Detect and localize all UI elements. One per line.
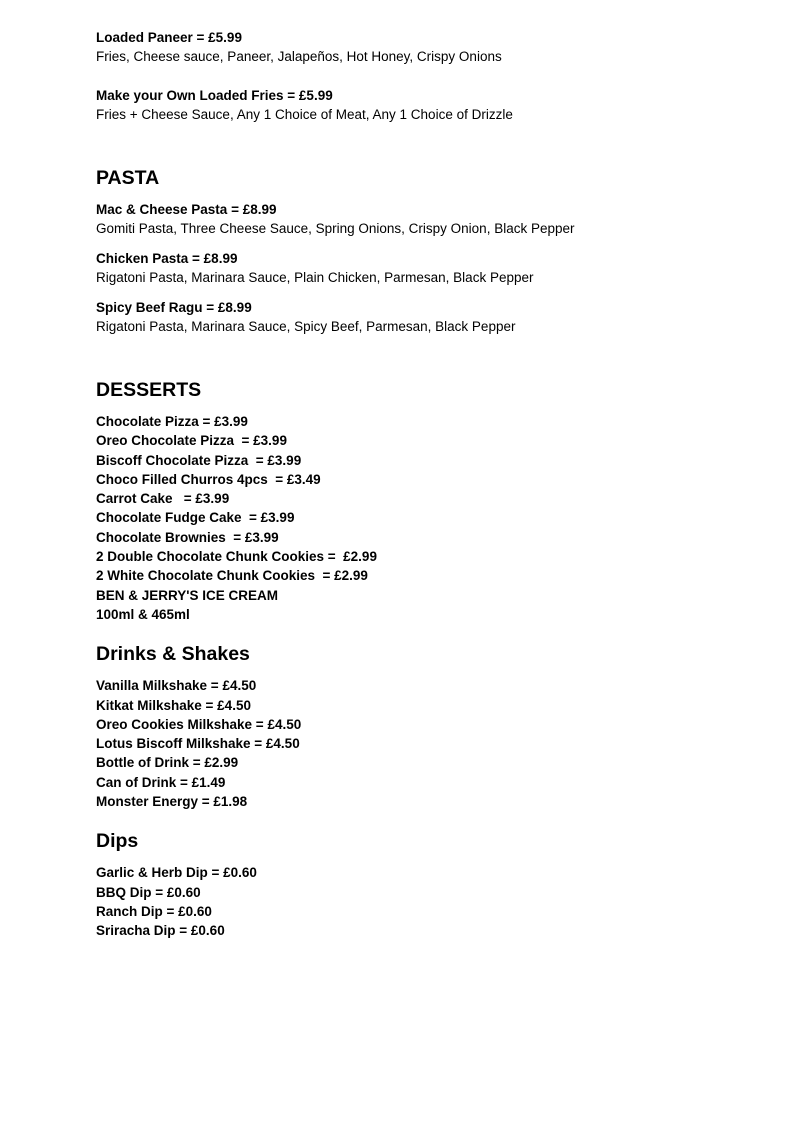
item-list bbox=[96, 412, 756, 624]
item-description: Rigatoni Pasta, Marinara Sauce, Plain Chicken, Parmesan, Black Pepper bbox=[96, 270, 534, 285]
menu-item bbox=[96, 249, 756, 287]
section-heading: DESSERTS bbox=[96, 379, 202, 401]
list-item: 2 White Chocolate Chunk Cookies = £2.99 bbox=[96, 568, 368, 584]
list-item: Chocolate Pizza = £3.99 bbox=[96, 414, 248, 429]
menu-item-make-your-own bbox=[96, 86, 756, 124]
section-heading: Dips bbox=[96, 830, 139, 853]
menu-page bbox=[96, 28, 756, 941]
list-item: Biscoff Chocolate Pizza = £3.99 bbox=[96, 452, 302, 468]
section-pasta bbox=[96, 166, 756, 336]
list-item: Vanilla Milkshake = £4.50 bbox=[96, 678, 257, 694]
item-description: Gomiti Pasta, Three Cheese Sauce, Spring Onions, Crispy Onion, Black Pepper bbox=[96, 221, 575, 236]
list-item: Bottle of Drink = £2.99 bbox=[96, 755, 239, 771]
section-dips bbox=[96, 829, 756, 940]
section-drinks-shakes bbox=[96, 642, 756, 811]
section-desserts bbox=[96, 378, 756, 624]
menu-item bbox=[96, 298, 756, 336]
item-list bbox=[96, 676, 756, 811]
list-item: Garlic & Herb Dip = £0.60 bbox=[96, 865, 257, 881]
list-item: Can of Drink = £1.49 bbox=[96, 774, 226, 790]
list-item: Kitkat Milkshake = £4.50 bbox=[96, 697, 251, 713]
list-item: Sriracha Dip = £0.60 bbox=[96, 923, 225, 939]
list-item: Choco Filled Churros 4pcs = £3.49 bbox=[96, 471, 321, 487]
list-item: BEN & JERRY'S ICE CREAM bbox=[96, 587, 278, 603]
list-item: Oreo Chocolate Pizza = £3.99 bbox=[96, 433, 287, 449]
item-description: Rigatoni Pasta, Marinara Sauce, Spicy Beef, Parmesan, Black Pepper bbox=[96, 319, 516, 334]
list-item: Chocolate Brownies = £3.99 bbox=[96, 529, 279, 545]
item-title: Spicy Beef Ragu = £8.99 bbox=[96, 300, 252, 315]
list-item: Ranch Dip = £0.60 bbox=[96, 903, 212, 919]
item-description: Fries, Cheese sauce, Paneer, Jalapeños, Hot Honey, Crispy Onions bbox=[96, 49, 502, 64]
list-item: Oreo Cookies Milkshake = £4.50 bbox=[96, 716, 302, 732]
list-item: Lotus Biscoff Milkshake = £4.50 bbox=[96, 736, 300, 752]
item-title: Loaded Paneer = £5.99 bbox=[96, 30, 242, 45]
item-title: Chicken Pasta = £8.99 bbox=[96, 251, 238, 266]
section-heading: Drinks & Shakes bbox=[96, 643, 250, 666]
item-list bbox=[96, 863, 756, 940]
item-description: Fries + Cheese Sauce, Any 1 Choice of Meat, Any 1 Choice of Drizzle bbox=[96, 107, 513, 122]
item-title: Mac & Cheese Pasta = £8.99 bbox=[96, 202, 277, 217]
menu-item-loaded-paneer bbox=[96, 28, 756, 66]
list-item: Chocolate Fudge Cake = £3.99 bbox=[96, 510, 295, 526]
menu-item bbox=[96, 200, 756, 238]
list-item: 2 Double Chocolate Chunk Cookies = £2.99 bbox=[96, 549, 377, 565]
section-heading: PASTA bbox=[96, 167, 160, 189]
list-item: BBQ Dip = £0.60 bbox=[96, 884, 201, 900]
item-title: Make your Own Loaded Fries = £5.99 bbox=[96, 88, 333, 103]
list-item: Monster Energy = £1.98 bbox=[96, 794, 248, 810]
list-item: 100ml & 465ml bbox=[96, 606, 190, 622]
list-item: Carrot Cake = £3.99 bbox=[96, 491, 230, 507]
